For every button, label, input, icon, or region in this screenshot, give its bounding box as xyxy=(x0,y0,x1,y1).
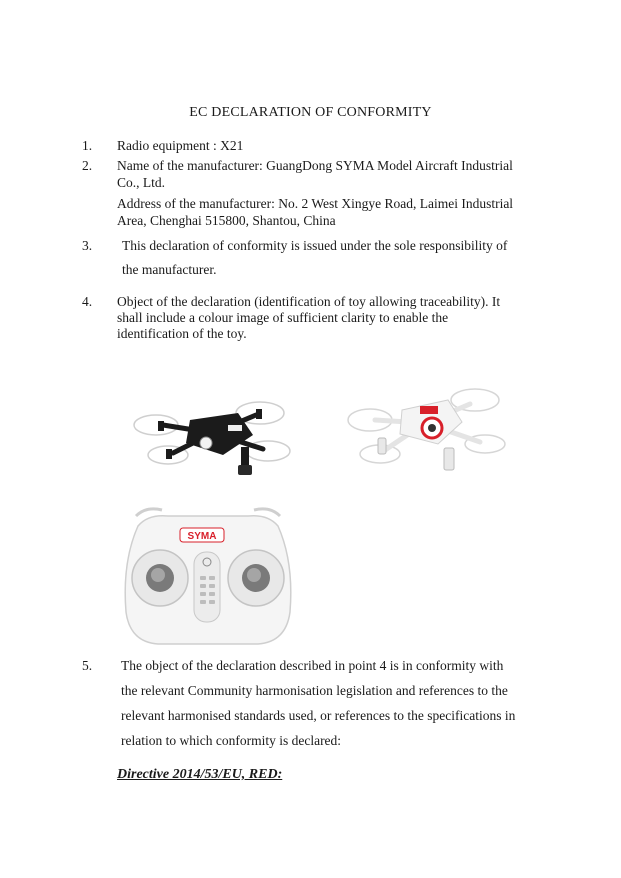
item-5-line-1: The object of the declaration described in point 4 is in conformity with xyxy=(121,658,504,673)
item-4-line-1: Object of the declaration (identification of toy allowing traceability). It xyxy=(117,294,501,309)
item-4-line-2: shall include a colour image of sufficient clarity to enable the xyxy=(117,310,449,325)
directive-heading: Directive 2014/53/EU, RED: xyxy=(117,767,283,782)
item-1-number: 1. xyxy=(82,138,93,153)
item-4-number: 4. xyxy=(82,294,93,309)
item-3-line-2: the manufacturer. xyxy=(122,262,217,277)
address-line-1: Address of the manufacturer: No. 2 West Xingye Road, Laimei Industrial xyxy=(117,196,514,211)
white-drone-image xyxy=(340,378,510,478)
item-2-number: 2. xyxy=(82,158,93,173)
item-5-line-3: relevant harmonised standards used, or references to the specifications in xyxy=(121,708,516,723)
item-3-line-1: This declaration of conformity is issued under the sole responsibility of xyxy=(122,238,508,253)
black-drone-image xyxy=(128,385,298,480)
address-line-2: Area, Chenghai 515800, Shantou, China xyxy=(117,213,336,228)
item-2-line-1: Name of the manufacturer: GuangDong SYMA Model Aircraft Industrial xyxy=(117,158,513,173)
controller-logo: SYMA xyxy=(187,531,217,542)
item-5-line-4: relation to which conformity is declared: xyxy=(121,733,342,748)
item-1-line-1: Radio equipment : X21 xyxy=(117,138,244,153)
item-2-line-2: Co., Ltd. xyxy=(117,175,166,190)
item-4-line-3: identification of the toy. xyxy=(117,326,247,341)
item-5-line-2: the relevant Community harmonisation legislation and references to the xyxy=(121,683,508,698)
item-5-number: 5. xyxy=(82,658,93,673)
remote-controller-image xyxy=(118,502,298,650)
item-3-number: 3. xyxy=(82,238,93,253)
document-title: EC DECLARATION OF CONFORMITY xyxy=(189,105,432,120)
